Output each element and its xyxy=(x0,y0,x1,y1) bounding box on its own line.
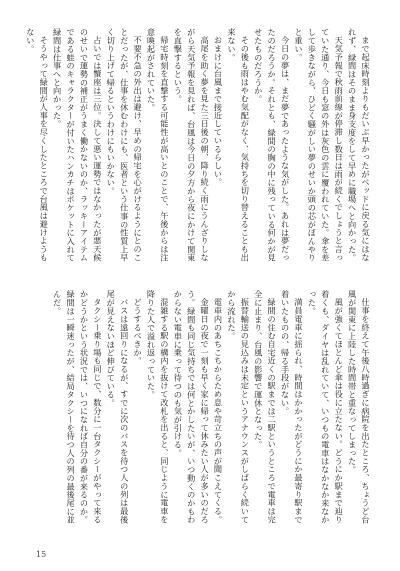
paragraph: 仕事を終えて午後八時過ぎに病院を出たところ、ちょうど台風が関東に上陸した時間帯と重なってしまった。 xyxy=(347,290,371,524)
paragraph: 今日の夢は、まだ夢であったような気がした。あれは夢だったのだろうか。それとも、緑間の胸の中に残っている何かが見せたものだろうか。 xyxy=(253,28,291,262)
paragraph: 不要不急の外出は避け、早めの帰宅を心がけるようにとのことだったが、仕事を休むわけにも、医者という仕事の性質上早く切り上げて帰るというわけにもいかない。 xyxy=(106,28,144,262)
paragraph: まで起床時刻よりもだいぶ早かったがベッドに戻る気にはなれず、緑間はそのまま身支度をして早めに職場へと向かった。 xyxy=(347,28,371,262)
paragraph: 高尾を助く夢を見た三日後の朝、降り続く雨にうんざりしながら天気予報を見れば、台風は今日の夕方から夜にかけて関東を直撃するという。 xyxy=(173,28,211,262)
paragraph: 混雑する駅の構内を抜けて改札を出ると、同じように電車を降りた人で溢れ返っていた。 xyxy=(146,290,170,524)
paragraph: おまけに台風まで接近しているらしい。 xyxy=(213,36,224,187)
page-number: 15 xyxy=(36,550,47,559)
paragraph: 金曜日の夜で一刻も早く家に帰って休みたい人が多いのだろう。緑間も同じ気持ちでは何とかしたいが、いつ動くのかもわからない電車に乗って待つのも気が引ける。 xyxy=(173,290,211,524)
paragraph: 振替輸送の見込みは未定というアナウンスがしばらく続いてから流れた。 xyxy=(226,290,251,524)
lower-text-block xyxy=(27,290,372,530)
paragraph: その後も雨はやむ気配がなく、気持ちを切り替えることも出来ない。 xyxy=(226,28,251,262)
paragraph: 電車内のあちこちからため息や苛立ちの声が聞こえてくる。 xyxy=(213,298,224,524)
upper-text-block xyxy=(27,28,372,268)
paragraph: タクシー乗り場も同じで、数分に一台タクシーがやって来るかどうかという状況では、いつになれば自分の番が来るのか。緑間は一瞬迷ったが、結局タクシーを待つ人の列の最後尾に並んだ。 xyxy=(52,290,103,524)
paragraph: バスは遠回りになるが、すでに次のバスを待つ人の列は最後尾が見えないほど伸びている。 xyxy=(106,290,130,524)
paragraph: 天気予報で秋雨前線が停滞し数日は雨が続くでしょうと言っていた通り、今日も窓の外は灰色の雲に覆われていた。傘を差して歩きながら、ひどく騒がしい夢のせいか頭の芯がぼんやりと重い。 xyxy=(293,28,345,262)
paragraph: 風が強くてほとんど傘は役に立たない。どうにか駅まで辿り着くも、ダイヤは乱れていて、いつもの電車はなかなか来なかった。 xyxy=(307,290,345,524)
paragraph: 満員電車に揺られ、時間はかかったがどうにか最寄り駅まで着いたものの、帰る手段がない。 xyxy=(280,290,304,524)
paragraph: どうするべきか。 xyxy=(133,298,144,365)
paragraph: 占いでは蟹座は三位。決して悪い運勢ではなかったが悪天候のせいで運勢の補正がうまく働かないのか、ラッキーアイテムである蛙のキャラクターが付いたハンカチはポケットに入れて緑間は仕事へと向かった。 xyxy=(52,28,103,262)
paragraph: 帰宅時刻を直撃する可能性が高いとのことで、午後からは注意喚起がされていた。 xyxy=(146,28,170,262)
paragraph: そうやって緑間が人事を尽くしたところで台風は避けようもない。 xyxy=(25,28,50,262)
paragraph: 緑間の住む自宅近くの駅までは二駅というところで電車は完全に止まり、台風の影響で運休となった。 xyxy=(253,290,278,524)
